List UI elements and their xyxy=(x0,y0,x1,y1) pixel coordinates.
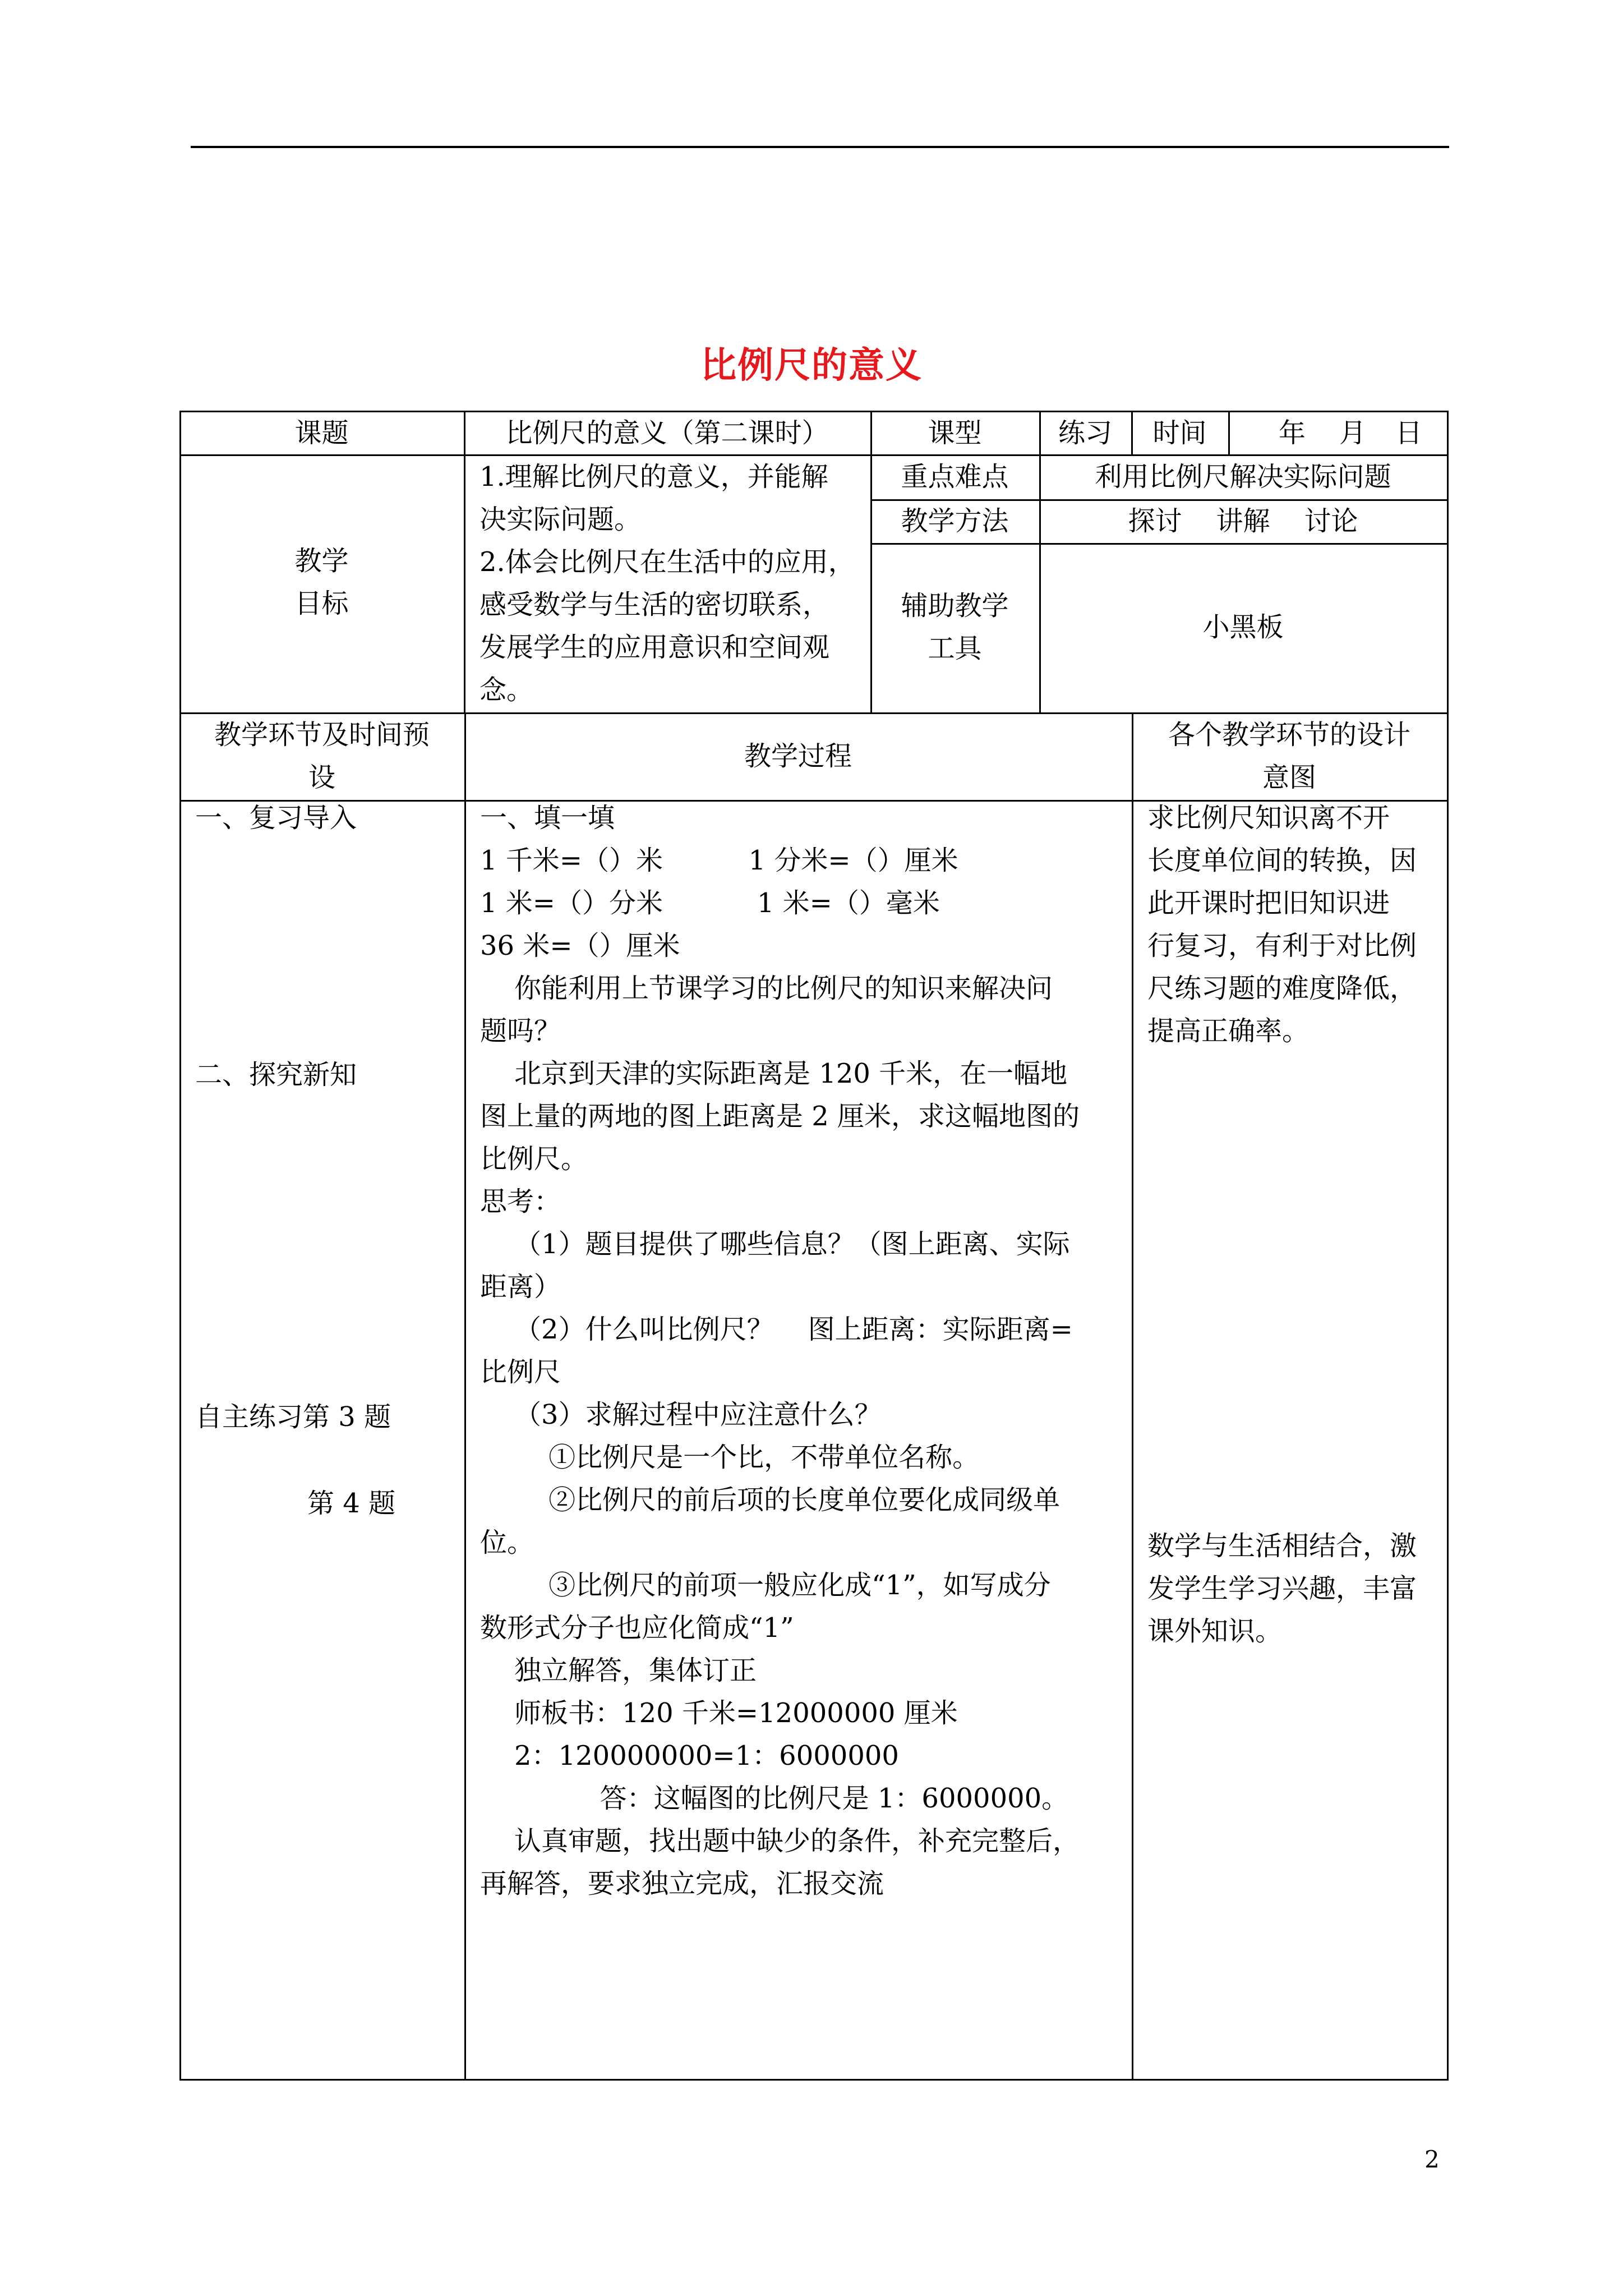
method-label: 教学方法 xyxy=(901,505,1009,537)
goals-text: 1.理解比例尺的意义，并能解 决实际问题。 2.体会比例尺在生活中的应用， 感受数学与生活的密切联系， 发展学生的应用意识和空间观 念。 xyxy=(479,461,855,706)
header-rule xyxy=(191,146,1449,148)
stage-column-header: 教学环节及时间预 设 xyxy=(214,719,430,793)
type-label: 课型 xyxy=(928,417,982,449)
time-label: 时间 xyxy=(1152,417,1207,449)
intent-review: 求比例尺知识离不开 长度单位间的转换，因 此开课时把旧知识进 行复习，有利于对比例 尺练习题的难度降低， 提高正确率。 xyxy=(1147,802,1417,1047)
date-month: 月 xyxy=(1339,417,1367,449)
stage-explore: 二、探究新知 xyxy=(195,1059,357,1091)
page-number: 2 xyxy=(1424,2146,1440,2173)
type-value: 练习 xyxy=(1058,417,1112,449)
process-content: 一、填一填 1 千米=（）米 1 分米=（）厘米 1 米=（）分米 1 米=（）毫米 36 米=（）厘米 你能利用上节课学习的比例尺的知识来解决问 题吗？ 北京到天津的实际距离是 120 千米，在一幅地 图上量的两地的图上距离是 2 厘米，求这幅地图的 比例尺。 思考： （1）题目提供了哪些信息？（图上距离、实际 距离） （2）什么叫比例尺？ 图上距离：实际距离= 比例尺 （3）求解过程中应注意什么？ ①比例尺是一个比，不带单位名称。 ②比例尺的前后项的长度单位要化成同级单 位。 ③比例尺的前项一般应化成“1”，如写成分 数形式分子也应化简成“1” 独立解答，集体订正 师板书：120 千米=12000000 厘米 2：120000000=1：6000000 答：这幅图的比例尺是 1：6000000。 认真审题，找出题中缺少的条件，补充完整后， 再解答，要求独立完成，汇报交流 xyxy=(480,802,1080,1899)
intent-life: 数学与生活相结合，激 发学生学习兴趣，丰富 课外知识。 xyxy=(1147,1530,1417,1647)
stage-exercise-4: 第 4 题 xyxy=(307,1488,396,1519)
stage-exercise-3: 自主练习第 3 题 xyxy=(195,1401,391,1433)
goals-label: 教学 目标 xyxy=(294,545,349,619)
intent-column-header: 各个教学环节的设计 意图 xyxy=(1168,719,1410,793)
key-points-label: 重点难点 xyxy=(901,461,1009,493)
key-points-value: 利用比例尺解决实际问题 xyxy=(1095,461,1391,493)
date-day: 日 xyxy=(1395,417,1423,449)
date-year: 年 xyxy=(1279,417,1306,449)
document-title: 比例尺的意义 xyxy=(700,345,923,386)
topic-label: 课题 xyxy=(294,417,349,449)
process-column-header: 教学过程 xyxy=(744,740,852,772)
stage-review: 一、复习导入 xyxy=(195,802,357,834)
method-value: 探讨 讲解 讨论 xyxy=(1128,505,1358,537)
tool-label: 辅助教学 工具 xyxy=(901,590,1009,664)
topic-value: 比例尺的意义（第二课时） xyxy=(505,417,829,449)
tool-value: 小黑板 xyxy=(1202,611,1284,643)
